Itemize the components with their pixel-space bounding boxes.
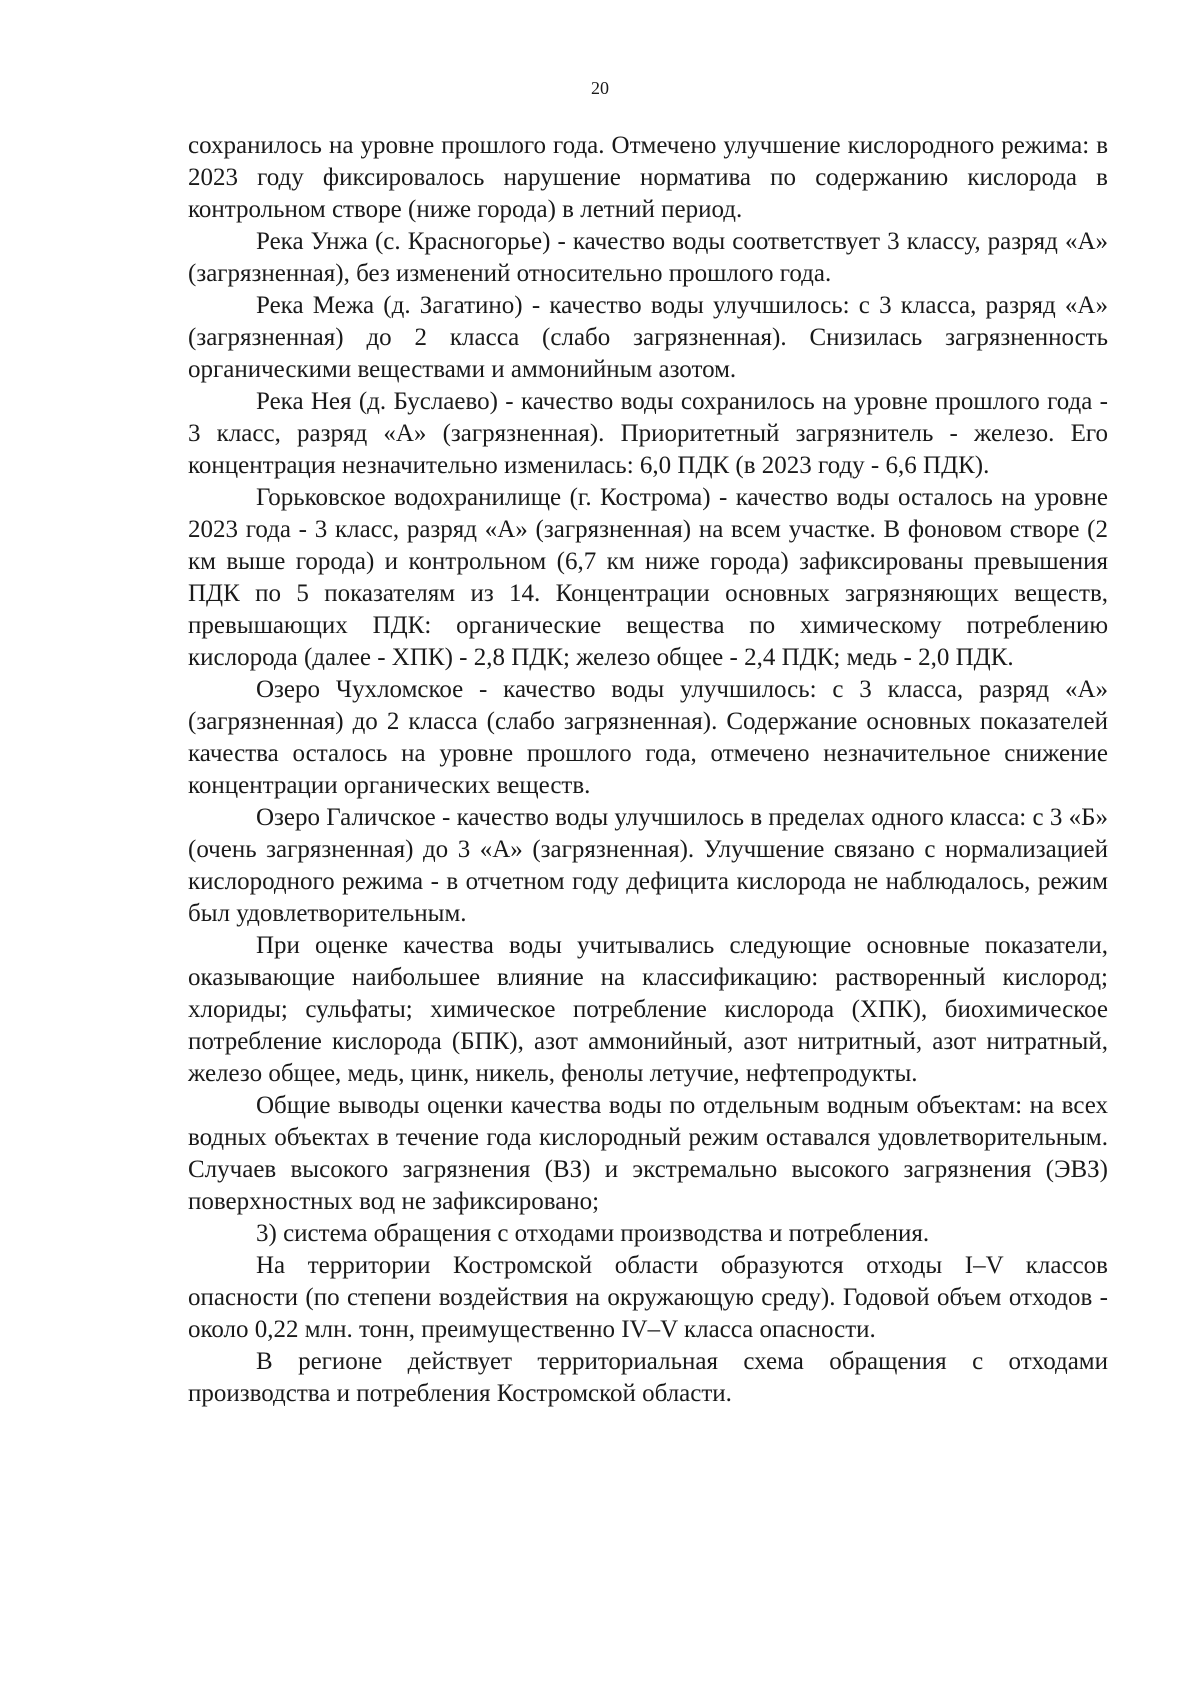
document-body [188,130,1108,1410]
paragraph-lake-galichskoe: Озеро Галичское - качество воды улучшилось в пределах одного класса: с 3 «Б» (очень загрязненная) до 3 «А» (загрязненная). Улучшение связано с нормализацией кислородного режима - в отчетном году дефицита кислорода не наблюдалось, режим был удовлетворительным. [188,804,1108,927]
paragraph-continuation: сохранилось на уровне прошлого года. Отмечено улучшение кислородного режима: в 2023 году фиксировалось нарушение норматива по содержанию кислорода в контрольном створе (ниже города) в летний период. [188,132,1108,223]
paragraph-waste-system-heading: 3) система обращения с отходами производства и потребления. [256,1220,930,1247]
paragraph-lake-chukhlomskoe: Озеро Чухломское - качество воды улучшилось: с 3 класса, разряд «А» (загрязненная) до 2 класса (слабо загрязненная). Содержание основных показателей качества осталось на уровне прошлого года, отмечено незначительное снижение концентрации органических веществ. [188,676,1108,799]
paragraph-general-conclusions: Общие выводы оценки качества воды по отдельным водным объектам: на всех водных объектах в течение года кислородный режим оставался удовлетворительным. Случаев высокого загрязнения (ВЗ) и экстремально высокого загрязнения (ЭВЗ) поверхностных вод не зафиксировано; [188,1092,1108,1215]
paragraph-gorkovskoe-reservoir: Горьковское водохранилище (г. Кострома) - качество воды осталось на уровне 2023 года - 3 класс, разряд «А» (загрязненная) на всем участке. В фоновом створе (2 км выше города) и контрольном (6,7 км ниже города) зафиксированы превышения ПДК по 5 показателям из 14. Концентрации основных загрязняющих веществ, превышающих ПДК: органические вещества по химическому потреблению кислорода (далее - ХПК) - 2,8 ПДК; железо общее - 2,4 ПДК; медь - 2,0 ПДК. [188,484,1108,671]
paragraph-territorial-scheme: В регионе действует территориальная схема обращения с отходами производства и потребления Костромской области. [188,1348,1108,1407]
paragraph-river-unzha: Река Унжа (с. Красногорье) - качество воды соответствует 3 классу, разряд «А» (загрязненная), без изменений относительно прошлого года. [188,228,1108,287]
paragraph-river-mezha: Река Межа (д. Загатино) - качество воды улучшилось: с 3 класса, разряд «А» (загрязненная) до 2 класса (слабо загрязненная). Снизилась загрязненность органическими веществами и аммонийным азотом. [188,292,1108,383]
paragraph-quality-indicators: При оценке качества воды учитывались следующие основные показатели, оказывающие наибольшее влияние на классификацию: растворенный кислород; хлориды; сульфаты; химическое потребление кислорода (ХПК), биохимическое потребление кислорода (БПК), азот аммонийный, азот нитритный, азот нитратный, железо общее, медь, цинк, никель, фенолы летучие, нефтепродукты. [188,932,1108,1087]
paragraph-river-neya: Река Нея (д. Буслаево) - качество воды сохранилось на уровне прошлого года - 3 класс, разряд «А» (загрязненная). Приоритетный загрязнитель - железо. Его концентрация незначительно изменилась: 6,0 ПДК (в 2023 году - 6,6 ПДК). [188,388,1108,479]
paragraph-waste-volume: На территории Костромской области образуются отходы I–V классов опасности (по степени воздействия на окружающую среду). Годовой объем отходов - около 0,22 млн. тонн, преимущественно IV–V класса опасности. [188,1252,1108,1343]
page-number: 20 [591,78,609,98]
